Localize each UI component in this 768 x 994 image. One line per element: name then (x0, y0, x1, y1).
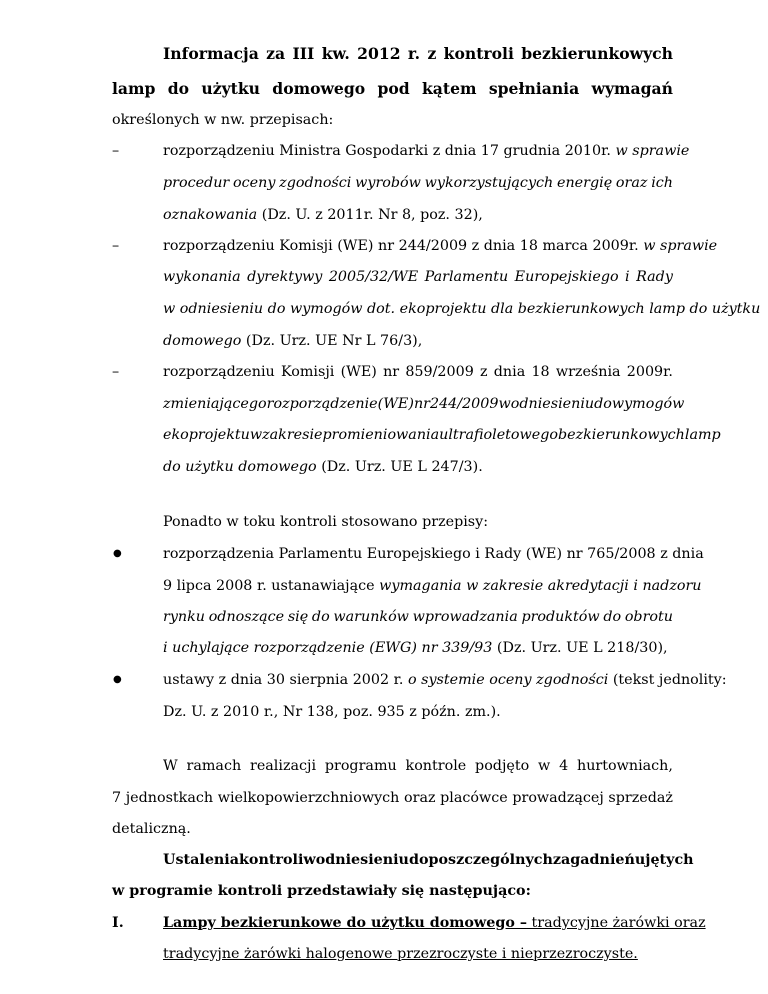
findings-line-2: w programie kontroli przedstawiały się następująco: (112, 883, 531, 900)
word: Parlamentu (424, 269, 509, 286)
word: Rady (636, 269, 673, 286)
bullet-marker: ● (113, 547, 122, 559)
dash-marker: – (112, 143, 120, 160)
word: spełniania (488, 78, 580, 98)
word: ich (651, 174, 673, 191)
word: kątem (422, 78, 477, 98)
word: realizacji (249, 758, 317, 775)
bullet2-line-2: Dz. U. z 2010 r., Nr 138, poz. 935 z późn. zm.). (163, 703, 501, 720)
dash-marker: – (112, 237, 120, 254)
word: hurtowniach, (577, 758, 673, 775)
word: pod (377, 78, 410, 98)
word: r. (407, 44, 421, 63)
reg3-line-3 (163, 425, 721, 445)
word: III (292, 44, 315, 63)
reg1-line-1: rozporządzeniu Ministra Gospodarki z dnia 17 grudnia 2010r. w sprawie (163, 143, 690, 160)
word: ujętych (634, 852, 694, 869)
word: procedur (163, 174, 230, 191)
word: ekoprojektu (163, 427, 250, 444)
word: oraz (404, 789, 436, 806)
word: z (480, 363, 488, 380)
word: (WE) (340, 363, 377, 380)
word: 7 (112, 789, 122, 806)
reg3-line-2 (163, 394, 685, 414)
bullet1-line-2: 9 lipca 2008 r. ustanawiające wymagania w zakresie akredytacji i nadzoru (163, 577, 702, 594)
reg2-line-2 (163, 267, 673, 287)
section1-line-1: Lampy bezkierunkowe do użytku domowego – tradycyjne żarówki oraz (163, 914, 706, 931)
word: 2009r. (626, 363, 673, 380)
bullet1-line-1: rozporządzenia Parlamentu Europejskiego i Rady (WE) nr 765/2008 z dnia (163, 545, 704, 562)
word: odnoszące (208, 608, 285, 625)
word: rozporządzenie (266, 396, 378, 413)
word: placówce (440, 789, 508, 806)
word: 859/2009 (405, 363, 474, 380)
word: kontroli (443, 44, 514, 63)
word: wykonania (163, 269, 241, 286)
reg2-line-3: w odniesieniu do wymogów dot. ekoprojektu dla bezkierunkowych lamp do użytku (163, 301, 761, 318)
word: prowadzącej (512, 789, 604, 806)
word: nr (383, 363, 400, 380)
para1-line-3: detaliczną. (112, 820, 191, 837)
para1-line-1 (163, 756, 673, 776)
reg3-line-1 (163, 362, 673, 382)
word: do (603, 608, 622, 625)
word: W (163, 758, 178, 775)
bullet2-line-1: ustawy z dnia 30 sierpnia 2002 r. o systemie oceny zgodności (tekst jednolity: (163, 672, 727, 689)
word: (WE) (377, 396, 414, 413)
word: bezkierunkowych (521, 44, 673, 63)
word: użytku (201, 78, 260, 98)
word: 4 (559, 758, 569, 775)
word: do (594, 396, 612, 413)
word: lamp (684, 427, 721, 444)
section1-line-2: tradycyjne żarówki halogenowe przezroczyste i nieprzezroczyste. (163, 946, 638, 962)
word: jednostkach (125, 789, 214, 806)
word: lamp (112, 78, 156, 98)
bullet1-line-4: i uchylające rozporządzenie (EWG) nr 339/93 (Dz. Urz. UE L 218/30), (163, 640, 668, 657)
word: do (311, 608, 330, 625)
word: 18 (531, 363, 550, 380)
word: domowego (272, 78, 366, 98)
word: zakresie (262, 427, 323, 444)
intro-text: określonych w nw. przepisach: (112, 112, 334, 129)
word: Ustalenia (163, 852, 240, 869)
word: energię (557, 174, 613, 191)
also-applied-text: Ponadto w toku kontroli stosowano przepisy: (163, 514, 489, 531)
word: odniesieniu (510, 396, 595, 413)
word: bezkierunkowych (558, 427, 685, 444)
section-number: I. (112, 914, 124, 931)
title-line-2 (112, 79, 673, 99)
word: podjęto (475, 758, 530, 775)
word: w (249, 427, 263, 444)
word: dnia (493, 363, 526, 380)
word: się (287, 608, 309, 625)
reg1-line-3: oznakowania (Dz. U. z 2011r. Nr 8, poz. 32), (163, 206, 483, 223)
word: wymogów (611, 396, 685, 413)
word: i (625, 269, 630, 286)
reg2-line-1: rozporządzeniu Komisji (WE) nr 244/2009 z dnia 18 marca 2009r. w sprawie (163, 237, 718, 254)
word: nr (413, 396, 430, 413)
word: wyrobów (355, 174, 421, 191)
word: kontrole (405, 758, 467, 775)
word: września (555, 363, 621, 380)
word: zagadnień (552, 852, 635, 869)
word: wymagań (591, 78, 673, 98)
word: 244/2009 (429, 396, 499, 413)
word: produktów (521, 608, 600, 625)
word: dyrektywy (247, 269, 323, 286)
title-line-1 (163, 44, 673, 64)
word: ultrafioletowego (439, 427, 558, 444)
word: programu (324, 758, 397, 775)
word: zgodności (279, 174, 352, 191)
word: kontroli (239, 852, 304, 869)
word: sprzedaż (608, 789, 673, 806)
reg2-line-4: domowego (Dz. Urz. UE Nr L 76/3), (163, 332, 423, 349)
word: Informacja (163, 44, 259, 63)
word: 2012 (357, 44, 401, 63)
bullet-marker: ● (113, 674, 122, 686)
word: obrotu (624, 608, 673, 625)
word: oraz (615, 174, 648, 191)
word: w (303, 852, 316, 869)
word: z (427, 44, 437, 63)
findings-line-1 (163, 850, 694, 870)
word: wielkopowierzchniowych (217, 789, 400, 806)
word: zmieniającego (163, 396, 267, 413)
reg1-line-2 (163, 173, 673, 193)
bullet1-line-3 (163, 607, 673, 627)
word: ramach (186, 758, 242, 775)
word: rozporządzeniu (163, 363, 275, 380)
word: oceny (233, 174, 276, 191)
word: wykorzystujących (424, 174, 554, 191)
word: odniesieniu (315, 852, 409, 869)
word: poszczególnych (428, 852, 553, 869)
word: promieniowania (322, 427, 440, 444)
word: 2005/32/WE (328, 269, 419, 286)
para1-line-2 (112, 788, 673, 808)
word: kw. (321, 44, 350, 63)
word: rynku (163, 608, 205, 625)
dash-marker: – (112, 363, 120, 380)
word: Komisji (280, 363, 335, 380)
word: Europejskiego (514, 269, 619, 286)
word: do (167, 78, 190, 98)
word: warunków (333, 608, 409, 625)
reg3-line-4: do użytku domowego (Dz. Urz. UE L 247/3). (163, 458, 483, 475)
word: w (538, 758, 551, 775)
word: wprowadzania (412, 608, 518, 625)
word: do (408, 852, 429, 869)
word: za (266, 44, 286, 63)
word: w (498, 396, 511, 413)
